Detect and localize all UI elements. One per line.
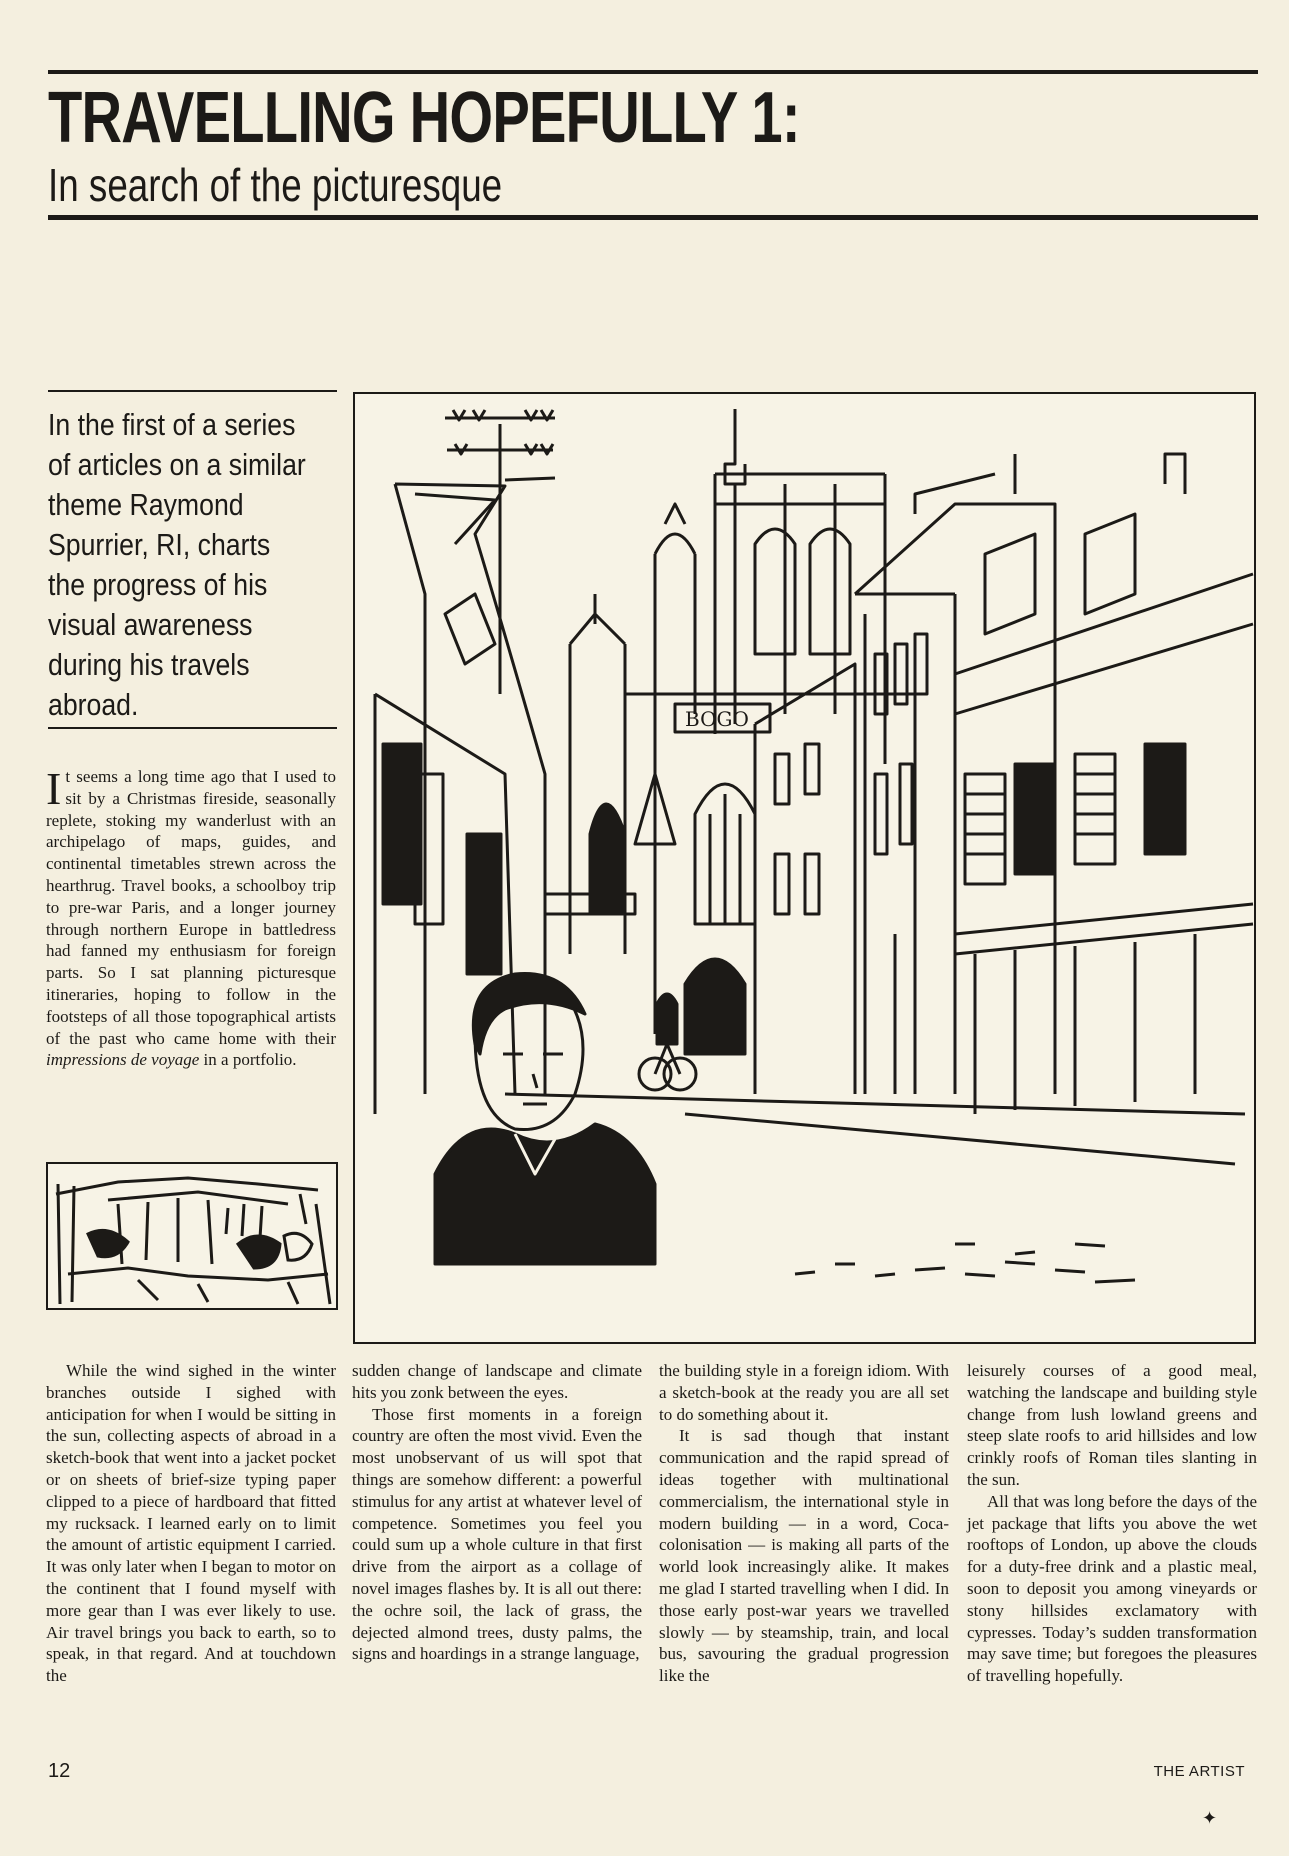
column-1 — [46, 1360, 336, 1687]
magazine-name: THE ARTIST — [1153, 1763, 1245, 1780]
article-title: TRAVELLING HOPEFULLY 1: — [48, 78, 800, 158]
column-4-paragraph-1: leisurely courses of a good meal, watching the landscape and building style change from lush lowland greens and steep slate roofs to arid hillsides and low crinkly roofs of Roman tiles slanting in the sun. — [967, 1361, 1257, 1489]
page-number: 12 — [48, 1760, 71, 1782]
header-rule — [48, 215, 1258, 220]
column-3-paragraph-2: It is sad though that instant communication and the rapid spread of ideas together with multinational commercialism, the international style in modern building — in a word, Coca-colonisation — is making all parts of the world look increasingly alike. It makes me glad I started travelling when I did. In those early post-war years we travelled slowly — by steamship, train, and local bus, savouring the gradual progression like the — [659, 1426, 949, 1686]
column-2 — [352, 1360, 642, 1665]
column-2-paragraph-1: sudden change of landscape and climate hits you zonk between the eyes. — [352, 1361, 642, 1402]
top-rule — [48, 70, 1258, 74]
standfirst-bottom-rule — [48, 727, 337, 729]
intro-paragraph — [46, 763, 336, 1071]
column-3-paragraph-1: the building style in a foreign idiom. With a sketch-book at the ready you are all set to do something about it. — [659, 1361, 949, 1424]
column-2-paragraph-2: Those first moments in a foreign country are often the most vivid. Even the most unobservant of us will spot that things are somehow different: a powerful stimulus for any artist at whatever level of competence. Sometimes you feel you could sum up a whole culture in that first drive from the airport as a collage of novel images flashes by. It is all out there: the ochre soil, the lack of grass, the dejected almond trees, dusty palms, the signs and hoardings in a strange language, — [352, 1404, 642, 1664]
crowd-sketch-illustration — [46, 1162, 338, 1310]
column-1-paragraph: While the wind sighed in the winter branches outside I sighed with anticipation for when I would be sitting in the sun, collecting aspects of abroad in a sketch-book that went into a jacket pocket or on sheets of brief-size typing paper clipped to a piece of hardboard that fitted my rucksack. I learned early on to limit the amount of artistic equipment I carried. It was only later when I began to motor on the continent that I found myself with more gear than I was ever likely to use. Air travel brings you back to earth, so to speak, in that regard. And at touchdown the — [46, 1361, 336, 1686]
drop-cap: I — [46, 763, 62, 814]
intro-text-a: t seems a long time ago that I used to sit by a Christmas fireside, seasonally replete, stoking my wanderlust with an archipelago of maps, guides, and continental timetables strewn across the hearthrug. Travel books, a schoolboy trip to pre-war Paris, and a longer journey through northern Europe in battledress had fanned my enthusiasm for foreign parts. So I sat planning picturesque itineraries, hoping to follow in the footsteps of all those topographical artists of the past who came home with their — [46, 767, 336, 1048]
column-4-paragraph-2: All that was long before the days of the jet package that lifts you above the wet rooftops of London, up above the clouds for a duty-free drink and a plastic meal, soon to deposit you among vineyards or stony hillsides exclamatory with cypresses. Today’s sudden transformation may save time; but foregoes the pleasures of travelling hopefully. — [967, 1491, 1257, 1686]
standfirst: In the first of a series of articles on a similar theme Raymond Spurrier, RI, charts the progress of his visual awareness during his travels abroad. — [48, 407, 306, 722]
street-scene-illustration — [353, 392, 1256, 1344]
intro-text-italic: impressions de voyage — [46, 1050, 200, 1070]
article-subtitle: In search of the picturesque — [48, 159, 503, 211]
standfirst-top-rule — [48, 390, 337, 392]
svg-text:BOGO: BOGO — [685, 707, 749, 731]
intro-text-b: in a portfolio. — [199, 1050, 297, 1070]
column-3 — [659, 1360, 949, 1687]
column-4 — [967, 1360, 1257, 1687]
bird-icon: ✦ — [1202, 1808, 1218, 1829]
